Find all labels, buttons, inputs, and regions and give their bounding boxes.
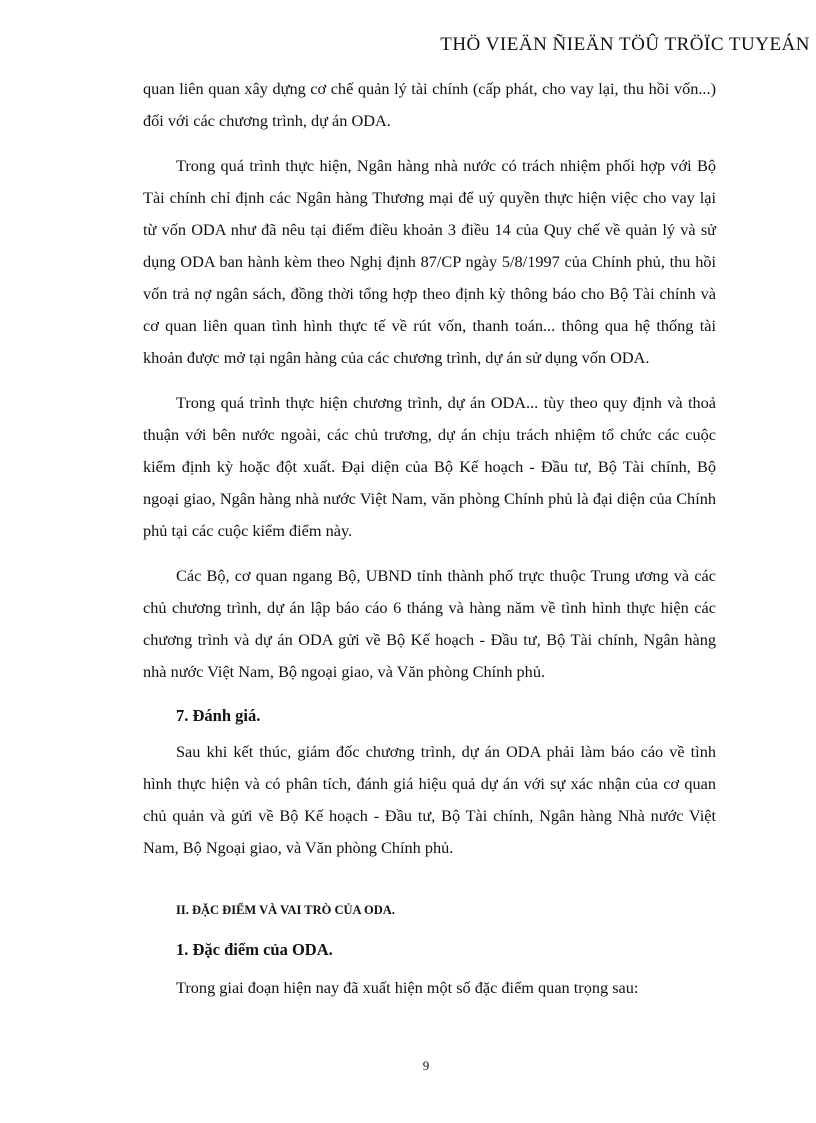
heading-oda-characteristics: 1. Đặc điểm của ODA. (176, 940, 333, 959)
page-header: THÖ VIEÄN ÑIEÄN TÖÛ TRÖÏC TUYEÁN (440, 34, 810, 55)
heading-section-ii: II. ĐẶC ĐIỂM VÀ VAI TRÒ CỦA ODA. (176, 903, 395, 917)
paragraph-continuation: quan liên quan xây dựng cơ chế quản lý tài chính (cấp phát, cho vay lại, thu hồi vốn...) đối với các chương trình, dự án ODA. (143, 79, 716, 130)
document-body (143, 73, 716, 1004)
page-number: 9 (422, 1058, 430, 1073)
paragraph-state-bank: Trong quá trình thực hiện, Ngân hàng nhà nước có trách nhiệm phối hợp với Bộ Tài chính chỉ định các Ngân hàng Thương mại để uỷ quyền thực hiện việc cho vay lại từ vốn ODA như đã nêu tại điểm điều khoản 3 điều 14 của Quy chế về quản lý và sử dụng ODA ban hành kèm theo Nghị định 87/CP ngày 5/8/1997 của Chính phủ, thu hồi vốn trả nợ ngân sách, đồng thời tổng hợp theo định kỳ thông báo cho Bộ Tài chính và cơ quan liên quan tình hình thực tế về rút vốn, thanh toán... thông qua hệ thống tài khoản được mở tại ngân hàng của các chương trình, dự án sử dụng vốn ODA. (143, 156, 716, 367)
heading-evaluation: 7. Đánh giá. (176, 706, 261, 725)
paragraph-characteristics-intro: Trong giai đoạn hiện nay đã xuất hiện một số đặc điểm quan trọng sau: (176, 978, 639, 997)
paragraph-inspection: Trong quá trình thực hiện chương trình, dự án ODA... tùy theo quy định và thoả thuận với bên nước ngoài, các chủ trương, dự án chịu trách nhiệm tổ chức các cuộc kiểm định kỳ hoặc đột xuất. Đại diện của Bộ Kế hoạch - Đầu tư, Bộ Tài chính, Bộ ngoại giao, Ngân hàng nhà nước Việt Nam, văn phòng Chính phủ là đại diện của Chính phủ tại các cuộc kiểm điểm này. (143, 393, 716, 540)
paragraph-reporting: Các Bộ, cơ quan ngang Bộ, UBND tỉnh thành phố trực thuộc Trung ương và các chủ chương trình, dự án lập báo cáo 6 tháng và hàng năm về tình hình thực hiện các chương trình và dự án ODA gửi về Bộ Kế hoạch - Đầu tư, Bộ Tài chính, Ngân hàng nhà nước Việt Nam, Bộ ngoại giao, và Văn phòng Chính phủ. (143, 566, 716, 681)
paragraph-evaluation: Sau khi kết thúc, giám đốc chương trình, dự án ODA phải làm báo cáo về tình hình thực hiện và có phân tích, đánh giá hiệu quả dự án với sự xác nhận của cơ quan chủ quản và gửi về Bộ Kế hoạch - Đầu tư, Bộ Tài chính, Ngân hàng Nhà nước Việt Nam, Bộ Ngoại giao, và Văn phòng Chính phủ. (143, 742, 716, 857)
